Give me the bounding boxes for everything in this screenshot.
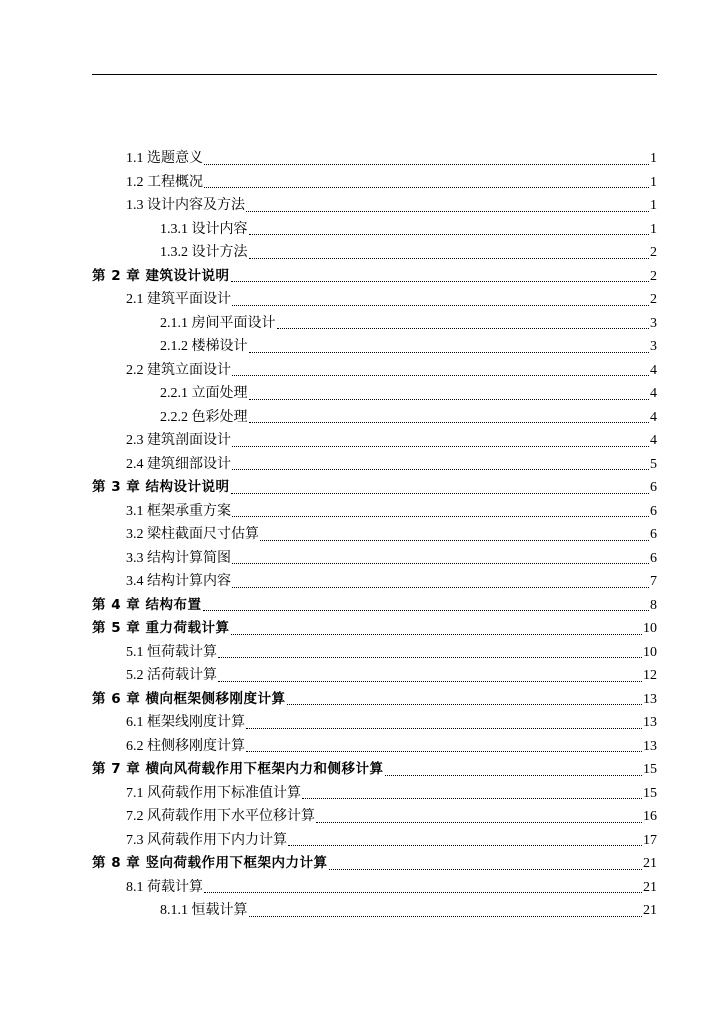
toc-chapter-entry[interactable]	[92, 594, 657, 618]
toc-chapter-entry[interactable]	[92, 265, 657, 289]
toc-section-entry[interactable]	[126, 429, 657, 453]
dot-leader	[232, 374, 649, 376]
toc-page-number: 21	[643, 879, 657, 895]
toc-section-entry[interactable]	[160, 899, 657, 923]
dot-leader	[218, 680, 642, 682]
toc-section-entry[interactable]	[126, 523, 657, 547]
dot-leader	[231, 280, 650, 282]
toc-page-number: 1	[650, 198, 657, 213]
toc-entry-label: 8.1.1 恒载计算	[160, 903, 248, 918]
toc-entry-label: 第 2 章 建筑设计说明	[92, 267, 230, 284]
toc-page-number: 10	[643, 644, 657, 660]
toc-page-number: 7	[650, 574, 657, 589]
toc-section-entry[interactable]	[126, 359, 657, 383]
toc-section-entry[interactable]	[126, 194, 657, 218]
dot-leader	[231, 492, 650, 494]
toc-entry-label: 6.2 柱侧移刚度计算	[126, 738, 245, 754]
toc-page-number: 4	[650, 409, 657, 425]
dot-leader	[329, 868, 643, 870]
toc-page-number: 6	[650, 480, 657, 495]
toc-entry-label: 1.3.1 设计内容	[160, 221, 248, 237]
toc-entry-label: 7.3 风荷载作用下内力计算	[126, 832, 287, 848]
dot-leader	[249, 421, 650, 423]
dot-leader	[246, 727, 642, 729]
dot-leader	[287, 703, 643, 705]
toc-entry-label: 第 4 章 结构布置	[92, 596, 202, 613]
toc-entry-label: 1.3 设计内容及方法	[126, 198, 245, 213]
toc-entry-label: 2.3 建筑剖面设计	[126, 433, 231, 448]
dot-leader	[204, 186, 649, 188]
toc-entry-label: 2.1.1 房间平面设计	[160, 315, 276, 331]
toc-entry-label: 1.2 工程概况	[126, 174, 203, 190]
toc-page-number: 6	[650, 550, 657, 566]
dot-leader	[277, 327, 650, 329]
toc-page-number: 8	[650, 597, 657, 613]
toc-section-entry[interactable]	[160, 312, 657, 336]
dot-leader	[316, 821, 642, 823]
dot-leader	[218, 656, 642, 658]
toc-entry-label: 3.4 结构计算内容	[126, 574, 231, 589]
toc-page-number: 13	[643, 738, 657, 754]
toc-section-entry[interactable]	[126, 171, 657, 195]
dot-leader	[260, 539, 649, 541]
toc-section-entry[interactable]	[126, 711, 657, 735]
header-rule	[92, 74, 657, 75]
toc-page-number: 2	[650, 245, 657, 260]
dot-leader	[249, 398, 650, 400]
toc-entry-label: 1.1 选题意义	[126, 151, 203, 166]
toc-entry-label: 2.2.2 色彩处理	[160, 409, 248, 425]
toc-section-entry[interactable]	[126, 147, 657, 171]
toc-entry-label: 3.3 结构计算简图	[126, 550, 231, 566]
toc-entry-label: 第 7 章 横向风荷载作用下框架内力和侧移计算	[92, 761, 384, 777]
toc-page-number: 1	[650, 221, 657, 237]
toc-section-entry[interactable]	[126, 782, 657, 806]
toc-section-entry[interactable]	[126, 876, 657, 900]
toc-entry-label: 3.2 梁柱截面尺寸估算	[126, 527, 259, 542]
toc-entry-label: 2.1.2 楼梯设计	[160, 339, 248, 354]
toc-entry-label: 第 8 章 竖向荷载作用下框架内力计算	[92, 855, 328, 871]
toc-entry-label: 第 3 章 结构设计说明	[92, 479, 230, 495]
toc-chapter-entry[interactable]	[92, 852, 657, 876]
dot-leader	[232, 586, 649, 588]
toc-page-number: 3	[650, 339, 657, 354]
toc-entry-label: 2.2.1 立面处理	[160, 386, 248, 401]
dot-leader	[249, 915, 643, 917]
toc-page-number: 13	[643, 715, 657, 730]
dot-leader	[385, 774, 643, 776]
toc-entry-label: 2.1 建筑平面设计	[126, 292, 231, 307]
toc-page-number: 6	[650, 503, 657, 519]
dot-leader	[232, 515, 649, 517]
toc-section-entry[interactable]	[160, 241, 657, 265]
dot-leader	[231, 633, 643, 635]
toc-entry-label: 第 6 章 横向框架侧移刚度计算	[92, 690, 286, 707]
dot-leader	[232, 304, 649, 306]
toc-page-number: 21	[643, 856, 657, 871]
toc-entry-label: 5.2 活荷载计算	[126, 668, 217, 683]
dot-leader	[249, 233, 650, 235]
toc-entry-label: 7.1 风荷载作用下标准值计算	[126, 785, 301, 801]
toc-page-number: 10	[643, 621, 657, 636]
toc-page-number: 12	[643, 668, 657, 683]
toc-entry-label: 3.1 框架承重方案	[126, 503, 231, 519]
toc-chapter-entry[interactable]	[92, 758, 657, 782]
toc-section-entry[interactable]	[160, 218, 657, 242]
toc-page-number: 17	[643, 832, 657, 848]
toc-section-entry[interactable]	[126, 547, 657, 571]
toc-section-entry[interactable]	[126, 664, 657, 688]
toc-section-entry[interactable]	[126, 829, 657, 853]
toc-section-entry[interactable]	[126, 453, 657, 477]
dot-leader	[204, 891, 642, 893]
toc-section-entry[interactable]	[160, 382, 657, 406]
toc-page-number: 21	[643, 903, 657, 918]
toc-entry-label: 2.2 建筑立面设计	[126, 362, 231, 378]
toc-page-number: 1	[650, 174, 657, 190]
toc-chapter-entry[interactable]	[92, 617, 657, 641]
toc-entry-label: 5.1 恒荷载计算	[126, 644, 217, 660]
toc-page-number: 4	[650, 433, 657, 448]
toc-page-number: 15	[643, 785, 657, 801]
toc-section-entry[interactable]	[160, 335, 657, 359]
dot-leader	[203, 609, 650, 611]
dot-leader	[249, 257, 650, 259]
toc-page-number: 3	[650, 315, 657, 331]
dot-leader	[302, 797, 642, 799]
toc-section-entry[interactable]	[126, 570, 657, 594]
dot-leader	[204, 163, 649, 165]
dot-leader	[232, 562, 649, 564]
toc-section-entry[interactable]	[160, 406, 657, 430]
dot-leader	[232, 445, 649, 447]
toc-page-number: 5	[650, 456, 657, 472]
toc-chapter-entry[interactable]	[92, 688, 657, 712]
toc-section-entry[interactable]	[126, 805, 657, 829]
toc-section-entry[interactable]	[126, 500, 657, 524]
toc-section-entry[interactable]	[126, 288, 657, 312]
toc-page-number: 13	[643, 691, 657, 707]
toc-page-number: 15	[643, 762, 657, 777]
toc-page-number: 6	[650, 527, 657, 542]
dot-leader	[232, 468, 649, 470]
toc-page-number: 2	[650, 268, 657, 284]
toc-entry-label: 2.4 建筑细部设计	[126, 456, 231, 472]
toc-page-number: 2	[650, 292, 657, 307]
toc-page-number: 1	[650, 151, 657, 166]
toc-chapter-entry[interactable]	[92, 476, 657, 500]
toc-entry-label: 第 5 章 重力荷载计算	[92, 620, 230, 636]
toc-entry-label: 6.1 框架线刚度计算	[126, 715, 245, 730]
toc-page-number: 16	[643, 809, 657, 824]
toc-page-number: 4	[650, 386, 657, 401]
toc-entry-label: 7.2 风荷载作用下水平位移计算	[126, 809, 315, 824]
toc-section-entry[interactable]	[126, 735, 657, 759]
toc-entry-label: 1.3.2 设计方法	[160, 245, 248, 260]
dot-leader	[246, 750, 642, 752]
dot-leader	[249, 351, 650, 353]
toc-entry-label: 8.1 荷载计算	[126, 879, 203, 895]
toc-section-entry[interactable]	[126, 641, 657, 665]
toc-page-number: 4	[650, 362, 657, 378]
dot-leader	[246, 210, 649, 212]
dot-leader	[288, 844, 642, 846]
